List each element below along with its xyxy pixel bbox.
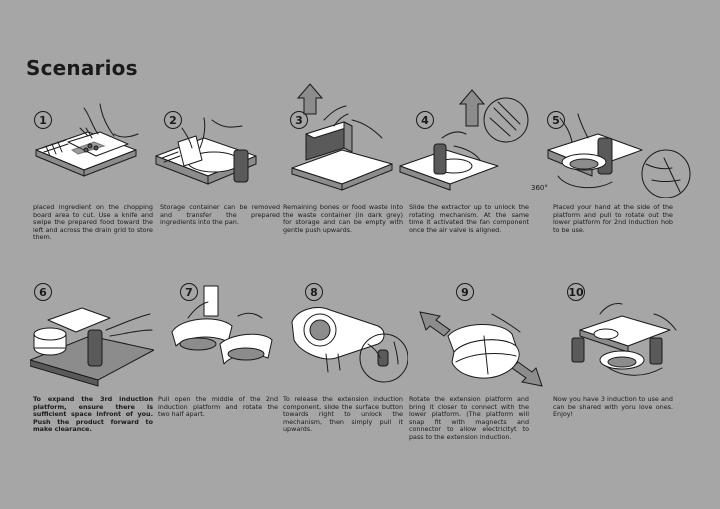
page-title: Scenarios (26, 56, 138, 80)
step-7-number: 7 (180, 283, 198, 301)
step-5-description: Placed your hand at the side of the platform and pull to rotate out the lower platform for 2nd induction hob to be use. (553, 203, 673, 234)
step-5-illustration (540, 98, 692, 198)
step-8-description: To release the extension induction component, slide the surface button towards right to unlock the mechanism, then simply pull it upwards. (283, 395, 403, 434)
step-7-description: Pull open the middle of the 2nd induction platform and rotate the two half apart. (158, 395, 278, 419)
step-2-illustration (152, 98, 276, 198)
step-8-number: 8 (305, 283, 323, 301)
step-5-number: 5 (547, 111, 565, 129)
step-6-description: To expand the 3rd induction platform, ensure there is sufficient space infront of you. Push the product forward to make clearance. (33, 395, 153, 434)
step-2-description: Storage container can be removed and transfer the prepared ingredients into the pan. (160, 203, 280, 227)
step-4-number: 4 (416, 111, 434, 129)
step-1-illustration (28, 98, 150, 198)
step-3-description: Remaining bones or food waste into the waste container (in dark grey) for storage and can be empty with gentle push upwards. (283, 203, 403, 234)
step-9-description: Rotate the extension platform and bring it closer to connect with the lower platform. (The platform will snap fit with magnects and connector to allow electricityt to pass to the extension induction. (409, 395, 529, 441)
step-6-number: 6 (34, 283, 52, 301)
step-10-illustration (566, 294, 692, 390)
step-1-description: placed ingredient on the chopping board area to cut. Use a knife and swipe the prepared food toward the left and across the drain grid to store them. (33, 203, 153, 242)
step-10-number: 10 (567, 283, 585, 301)
step-2-number: 2 (164, 111, 182, 129)
step-3-number: 3 (290, 111, 308, 129)
step-4-description: Slide the extractor up to unlock the rotating mechanism. At the same time it activated the fan component once the air valve is aligned. (409, 203, 529, 234)
step-7-illustration (158, 282, 282, 388)
step-4-illustration (394, 86, 530, 198)
step-6-illustration (30, 290, 154, 390)
step-8-illustration (286, 292, 408, 392)
step-9-illustration (412, 300, 546, 400)
step-3-illustration (282, 80, 406, 198)
step-1-number: 1 (34, 111, 52, 129)
rotation-360-label: 360° (531, 184, 548, 192)
step-10-description: Now you have 3 induction to use and can be shared with yoru love ones. Enjoy! (553, 395, 673, 419)
step-9-number: 9 (456, 283, 474, 301)
